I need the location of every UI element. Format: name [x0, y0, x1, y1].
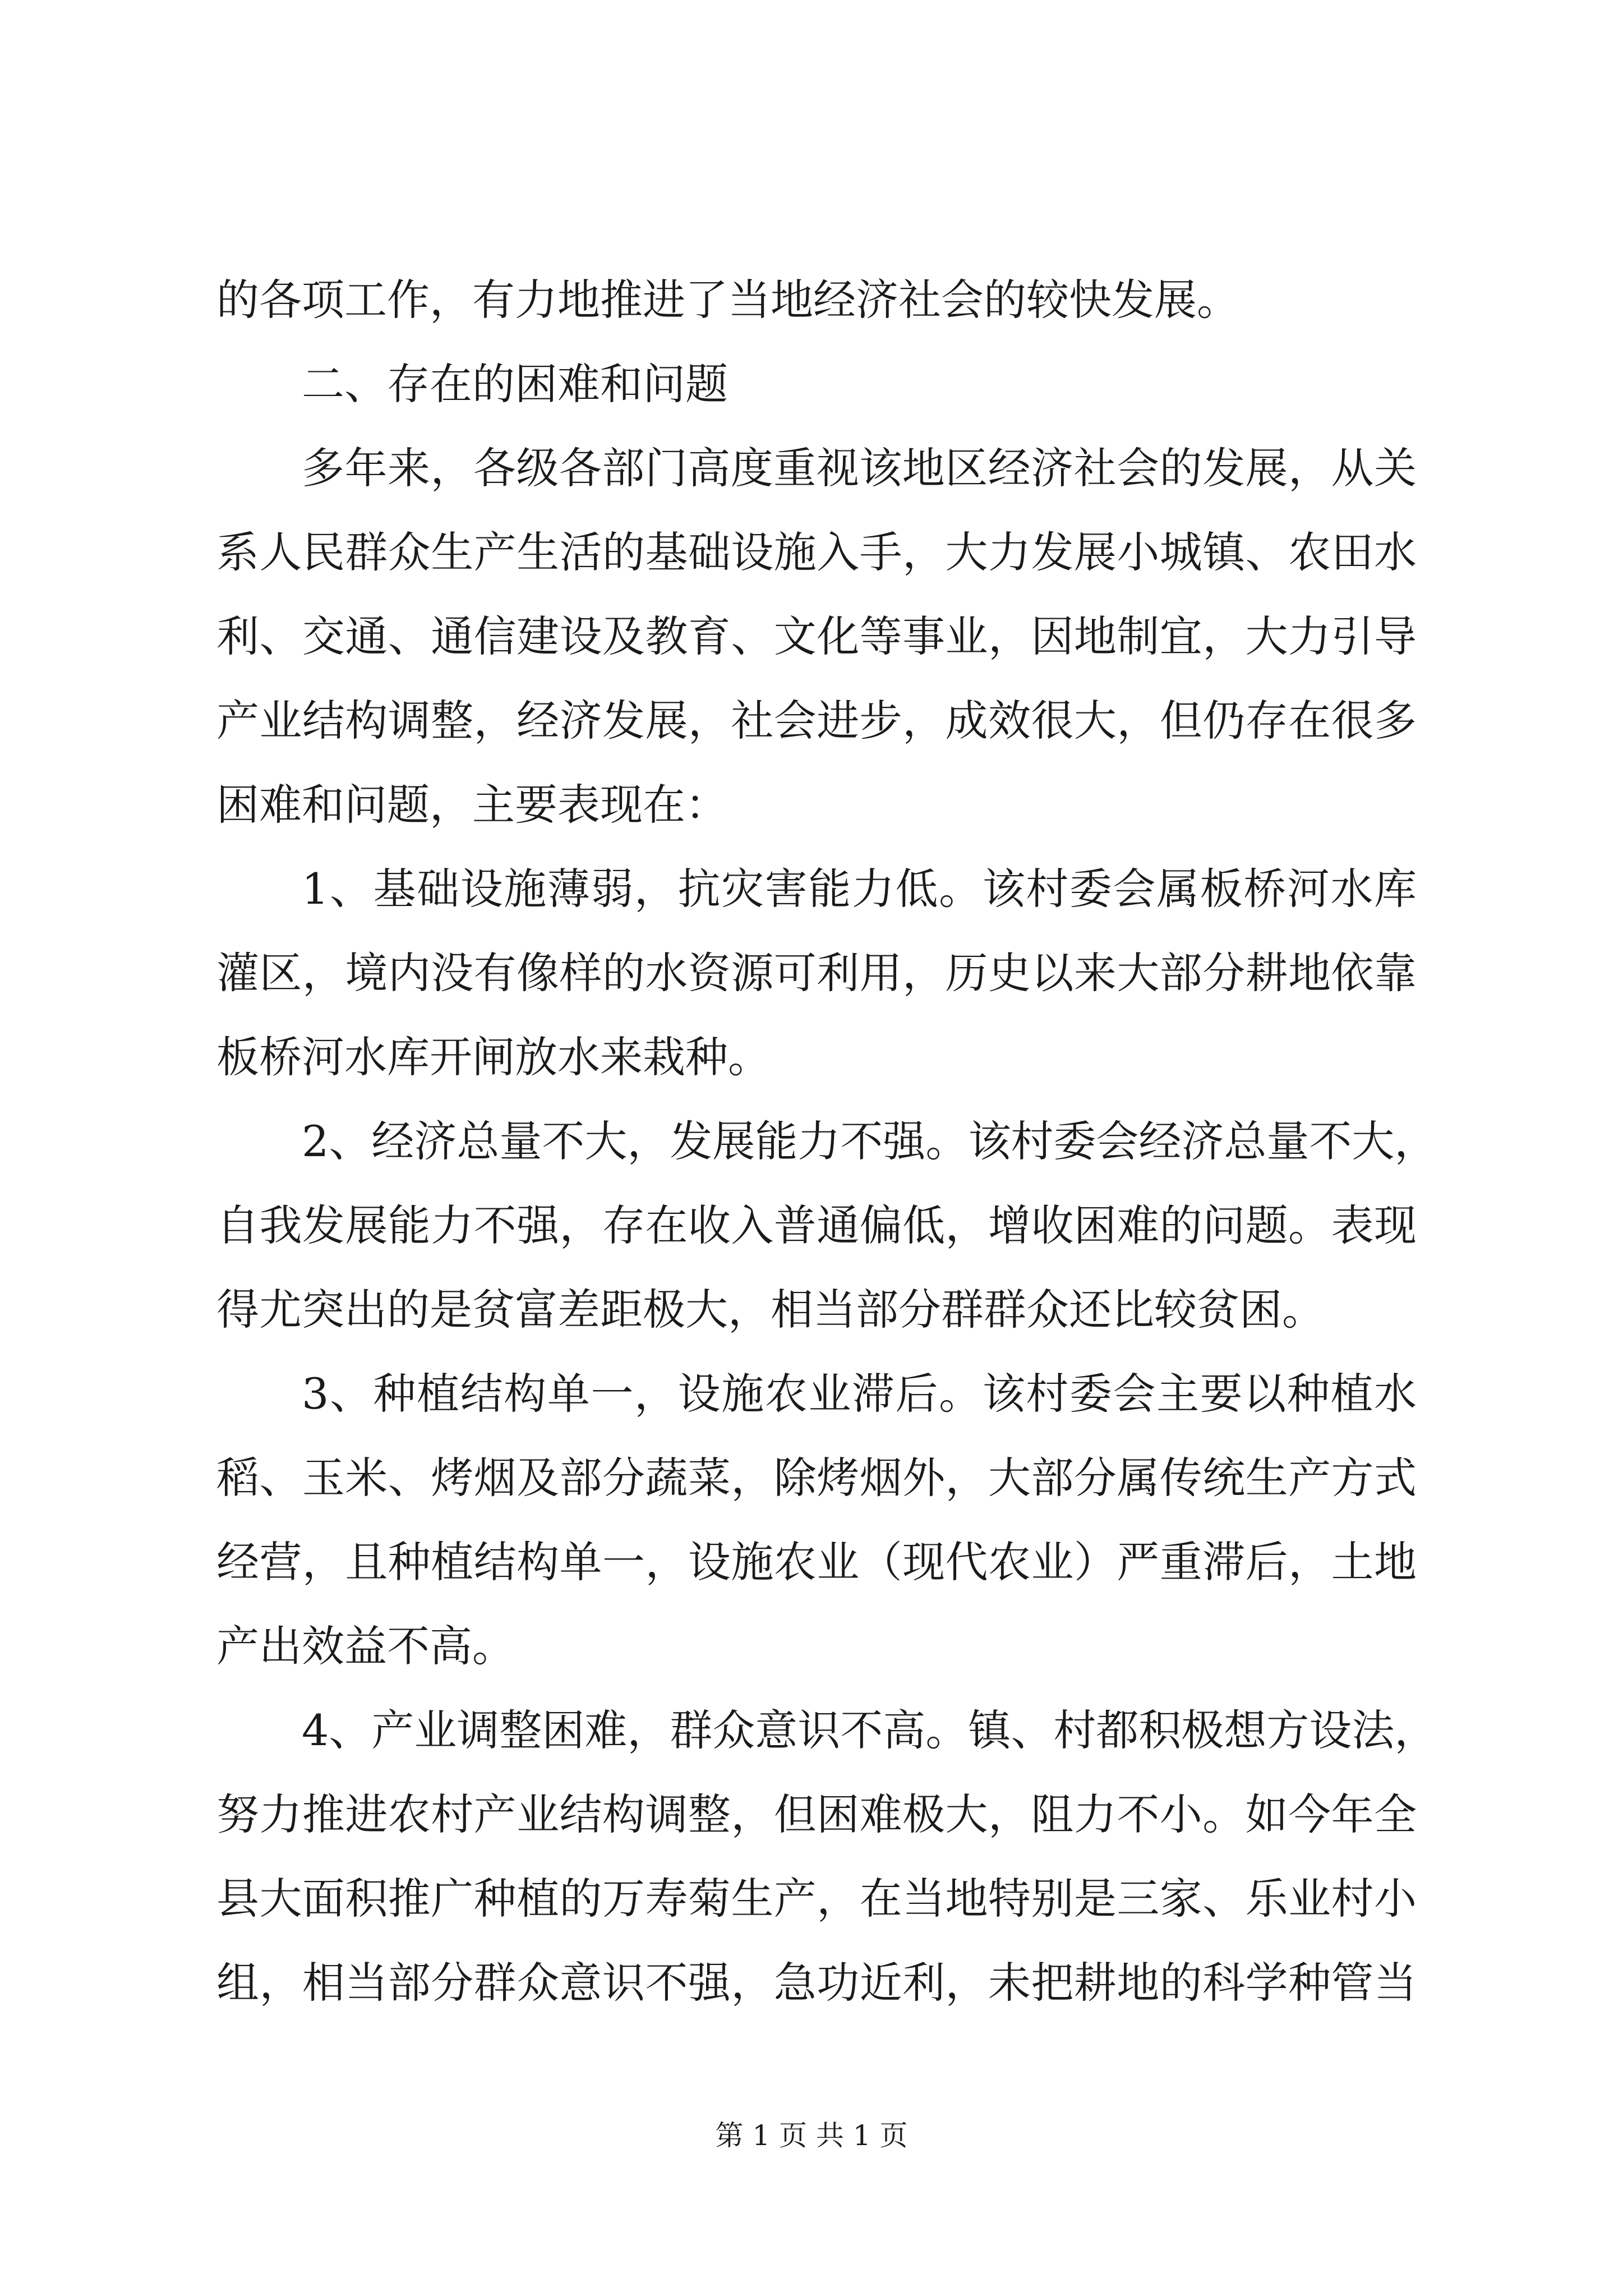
- text-line: 板桥河水库开闸放水来栽种。: [216, 1032, 771, 1082]
- text-line: 自我发展能力不强，存在收入普通偏低，增收困难的问题。表现: [216, 1200, 1417, 1250]
- text-line: 1、基础设施薄弱，抗灾害能力低。该村委会属板桥河水库: [302, 864, 1417, 914]
- text-line: 组，相当部分群众意识不强，急功近利，未把耕地的科学种管当: [216, 1958, 1417, 2008]
- body-text: [216, 258, 1437, 2025]
- text-line: 多年来，各级各部门高度重视该地区经济社会的发展，从关: [302, 443, 1417, 493]
- text-line: 经营，且种植结构单一，设施农业（现代农业）严重滞后，土地: [216, 1537, 1417, 1587]
- text-line: 灌区，境内没有像样的水资源可利用，历史以来大部分耕地依靠: [216, 948, 1417, 998]
- text-line: 系人民群众生产生活的基础设施入手，大力发展小城镇、农田水: [216, 527, 1417, 577]
- text-line: 得尤突出的是贫富差距极大，相当部分群群众还比较贫困。: [216, 1285, 1325, 1335]
- page-number-label: 第 1 页 共 1 页: [715, 2119, 908, 2152]
- text-line: 县大面积推广种植的万寿菊生产，在当地特别是三家、乐业村小: [216, 1874, 1417, 1924]
- page-footer: [0, 2116, 1623, 2155]
- text-line: 努力推进农村产业结构调整，但困难极大，阻力不小。如今年全: [216, 1789, 1417, 1839]
- text-line: 稻、玉米、烤烟及部分蔬菜，除烤烟外，大部分属传统生产方式: [216, 1453, 1417, 1503]
- text-line: 4、产业调整困难，群众意识不高。镇、村都积极想方设法，: [302, 1705, 1437, 1755]
- section-heading: 二、存在的困难和问题: [302, 359, 728, 409]
- text-line: 3、种植结构单一，设施农业滞后。该村委会主要以种植水: [302, 1369, 1417, 1419]
- text-line: 2、经济总量不大，发展能力不强。该村委会经济总量不大，: [302, 1116, 1437, 1166]
- text-line: 产出效益不高。: [216, 1621, 515, 1671]
- text-line: 利、交通、通信建设及教育、文化等事业，因地制宜，大力引导: [216, 611, 1417, 661]
- text-line: 产业结构调整，经济发展，社会进步，成效很大，但仍存在很多: [216, 696, 1417, 746]
- text-line: 困难和问题，主要表现在：: [216, 780, 728, 830]
- text-line: 的各项工作，有力地推进了当地经济社会的较快发展。: [216, 275, 1239, 325]
